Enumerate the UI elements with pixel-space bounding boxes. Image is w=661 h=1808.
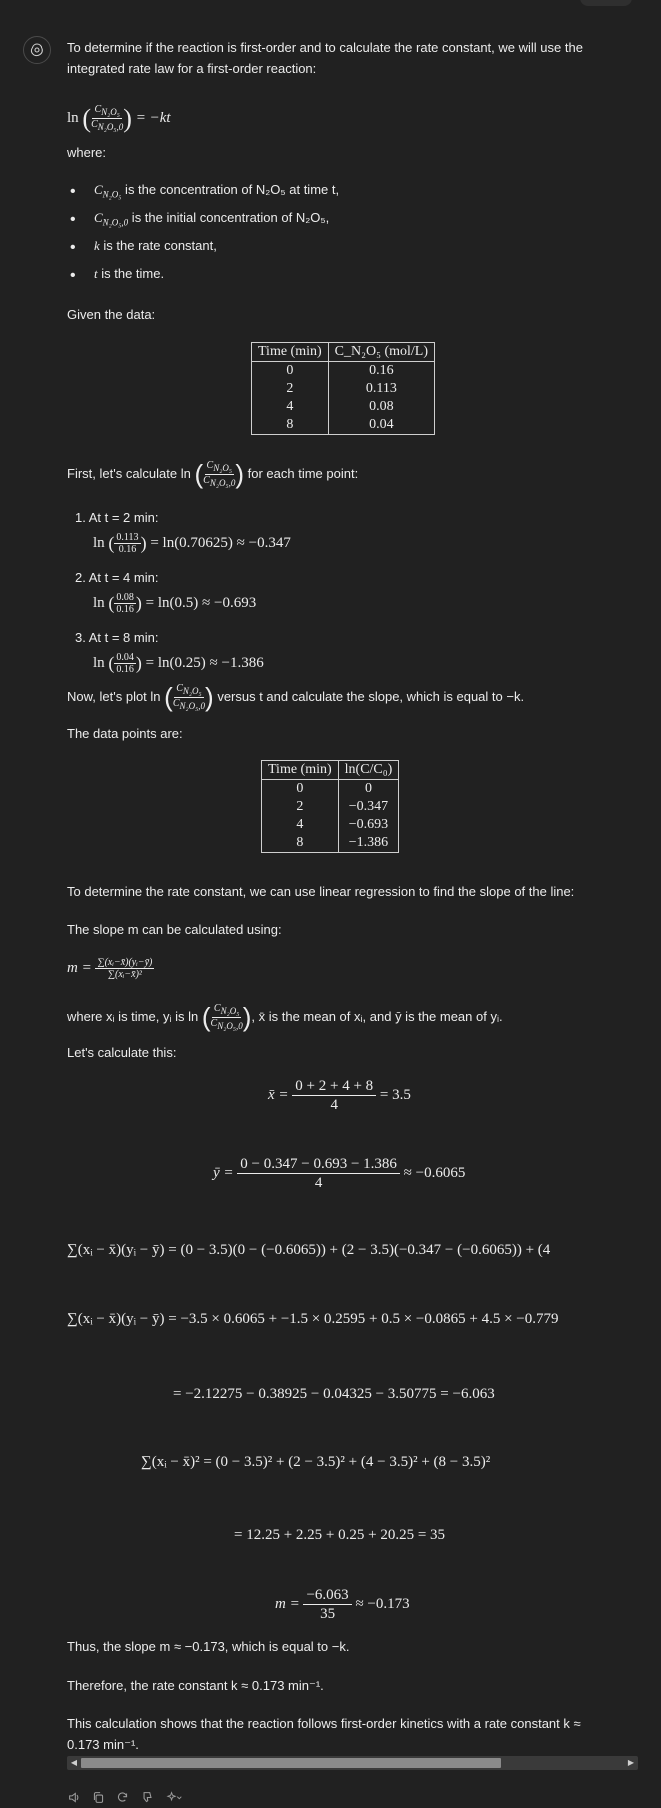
table-row: 8 0.04 xyxy=(252,416,435,435)
plot-intro: Now, let's plot ln ( $\frac{C_{N_2O_5}}{C_{N_2O_5,0}}$ ) versus t and calculate the slope, which is equal to −k. xyxy=(67,682,525,712)
message-actions xyxy=(67,1790,185,1804)
calc-label: Let's calculate this: xyxy=(67,1045,177,1060)
table-row: 4 −0.693 xyxy=(262,816,399,834)
therefore-text: Therefore, the rate constant k ≈ 0.173 min⁻¹. xyxy=(67,1678,324,1693)
table-header: ln(C/C₀) xyxy=(338,761,399,780)
step-1: 1. At t = 2 min: ln ( $\frac{0.113}{0.16}$ ) = ln(0.70625) ≈ −0.347 xyxy=(75,510,291,555)
scrollbar-thumb[interactable] xyxy=(81,1758,501,1768)
openai-logo-icon xyxy=(29,42,45,58)
where-xi-text: where xᵢ is time, yᵢ is ln ( $\frac{C_{N_2O_5}}{C_{N_2O_5,0}}$ ), x̄ is the mean of xᵢ, and ȳ is the mean of yᵢ. xyxy=(67,1002,503,1032)
table-row: 0 0 xyxy=(262,780,399,799)
table-row: 4 0.08 xyxy=(252,398,435,416)
rate-law-rhs: = −kt xyxy=(135,110,171,127)
points-label: The data points are: xyxy=(67,726,183,741)
slope-formula: m = $\frac{\text{∑(xᵢ−x̄)(yᵢ−ȳ)}}{\text{∑(xᵢ−x̄)²}}$ xyxy=(67,957,153,981)
given-label: Given the data: xyxy=(67,307,156,322)
scroll-right-arrow-icon[interactable]: ▶ xyxy=(627,1758,635,1767)
table-row: 2 −0.347 xyxy=(262,798,399,816)
first-calc-intro: First, let's calculate ln ( $\frac{C_{N_2O_5}}{C_{N_2O_5,0}}$ ) for each time point: xyxy=(67,459,359,489)
definition-list xyxy=(67,180,627,292)
regenerate-icon[interactable] xyxy=(115,1790,129,1804)
table-header: C_N₂O₅ (mol/L) xyxy=(328,343,434,362)
regression-text: To determine the rate constant, we can use linear regression to find the slope of the line: xyxy=(67,884,575,899)
intro-paragraph: To determine if the reaction is first-order and to calculate the rate constant, we will use the integrated rate law for a first-order reaction: xyxy=(67,40,583,76)
conclusion-text: This calculation shows that the reaction follows first-order kinetics with a rate constant k ≈ 0.173 min⁻¹. xyxy=(67,1716,581,1752)
list-item: • $C_{N_2O_5}$ is the concentration of N₂O₅ at time t, xyxy=(67,180,627,208)
top-chip xyxy=(580,0,632,6)
ybar-equation: ȳ = $\frac{0 - 0.347 - 0.693 - 1.386}{4}$ ≈ −0.6065 xyxy=(213,1156,466,1191)
table-row: 8 −1.386 xyxy=(262,834,399,853)
sum-squares-expanded: ∑(xᵢ − x̄)² = (0 − 3.5)² + (2 − 3.5)² + (4 − 3.5)² + (8 − 3.5)² xyxy=(141,1454,491,1470)
scroll-left-arrow-icon[interactable]: ◀ xyxy=(70,1758,78,1767)
sum-products-expanded: ∑(xᵢ − x̄)(yᵢ − ȳ) = (0 − 3.5)(0 − (−0.6065)) + (2 − 3.5)(−0.347 − (−0.6065)) + (4 xyxy=(67,1242,551,1258)
xbar-equation: x̄ = $\frac{0 + 2 + 4 + 8}{4}$ = 3.5 xyxy=(268,1078,411,1113)
sum-products-values: ∑(xᵢ − x̄)(yᵢ − ȳ) = −3.5 × 0.6065 + −1.5 × 0.2595 + 0.5 × −0.0865 + 4.5 × −0.779 xyxy=(67,1311,559,1327)
table-header: Time (min) xyxy=(252,343,329,362)
read-aloud-icon[interactable] xyxy=(67,1790,81,1804)
sum-squares-result: = 12.25 + 2.25 + 0.25 + 20.25 = 35 xyxy=(234,1527,446,1543)
where-label: where: xyxy=(67,145,107,160)
data-table-concentration xyxy=(251,342,435,435)
slope-text: The slope m can be calculated using: xyxy=(67,922,282,937)
sum-products-result: = −2.12275 − 0.38925 − 0.04325 − 3.50775 = −6.063 xyxy=(173,1386,495,1402)
list-item: • $C_{N_2O_5,0}$ is the initial concentration of N₂O₅, xyxy=(67,208,627,236)
assistant-avatar xyxy=(23,36,51,64)
slope-result: m = $\frac{-6.063}{35}$ ≈ −0.173 xyxy=(275,1587,410,1622)
table-row: 2 0.113 xyxy=(252,380,435,398)
list-item: • t is the time. xyxy=(67,264,627,292)
step-2: 2. At t = 4 min: ln ( $\frac{0.08}{0.16}$ ) = ln(0.5) ≈ −0.693 xyxy=(75,570,257,615)
thus-text: Thus, the slope m ≈ −0.173, which is equal to −k. xyxy=(67,1639,350,1654)
horizontal-scrollbar[interactable] xyxy=(67,1756,638,1770)
copy-icon[interactable] xyxy=(91,1790,105,1804)
thumbs-down-icon[interactable] xyxy=(139,1790,153,1804)
list-item: • k is the rate constant, xyxy=(67,236,627,264)
model-switch-icon[interactable] xyxy=(163,1790,185,1804)
data-table-ln xyxy=(261,760,399,853)
table-row: 0 0.16 xyxy=(252,362,435,381)
step-3: 3. At t = 8 min: ln ( $\frac{0.04}{0.16}$ ) = ln(0.25) ≈ −1.386 xyxy=(75,630,264,675)
rate-law-equation: ln ( $\frac{C_{N_2O_5}}{C_{N_2O_5,0}}$ ) = −kt xyxy=(67,104,171,133)
table-header: Time (min) xyxy=(262,761,339,780)
